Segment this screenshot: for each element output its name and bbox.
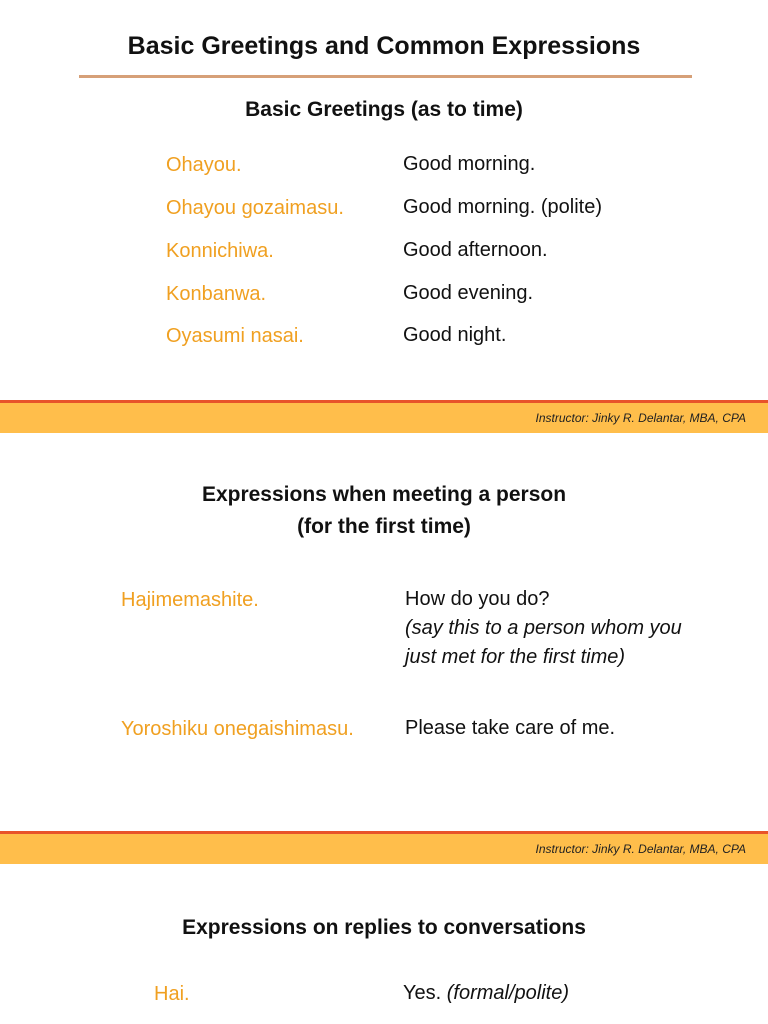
- japanese-phrase: Ohayou gozaimasu.: [166, 197, 344, 219]
- instructor-credit: Instructor: Jinky R. Delantar, MBA, CPA: [535, 842, 746, 856]
- slide2-footer-band: [0, 834, 768, 864]
- english-meaning: Yes.: [403, 982, 442, 1004]
- english-meaning: Good morning. (polite): [403, 196, 602, 218]
- slide1-title: Basic Greetings and Common Expressions: [127, 32, 641, 60]
- title-divider: [79, 75, 692, 78]
- usage-note: (say this to a person whom you just met for the first time): [405, 617, 682, 668]
- english-meaning-block: [405, 585, 695, 672]
- slide2-heading-line2: (for the first time): [297, 515, 471, 538]
- english-meaning: Please take care of me.: [405, 717, 616, 739]
- instructor-credit: Instructor: Jinky R. Delantar, MBA, CPA: [535, 411, 746, 425]
- japanese-phrase: Ohayou.: [166, 154, 242, 176]
- japanese-phrase: Oyasumi nasai.: [166, 325, 304, 347]
- slide2-heading-line1: Expressions when meeting a person: [201, 483, 567, 506]
- japanese-phrase: Hai.: [154, 983, 190, 1005]
- slide2-heading: [0, 479, 768, 543]
- slide3-heading: Expressions on replies to conversations: [182, 916, 586, 939]
- slide1-footer-band: [0, 403, 768, 433]
- english-meaning-block: [403, 979, 569, 1008]
- slide1-heading: Basic Greetings (as to time): [245, 98, 523, 121]
- japanese-phrase: Hajimemashite.: [121, 589, 259, 611]
- japanese-phrase: Konnichiwa.: [166, 240, 274, 262]
- english-meaning: Good evening.: [403, 282, 534, 304]
- usage-note: (formal/polite): [446, 982, 570, 1004]
- japanese-phrase: Konbanwa.: [166, 283, 267, 305]
- english-meaning: Good night.: [403, 324, 507, 346]
- japanese-phrase: Yoroshiku onegaishimasu.: [121, 718, 354, 740]
- english-meaning: Good morning.: [403, 153, 536, 175]
- english-meaning: Good afternoon.: [403, 239, 548, 261]
- english-meaning: How do you do?: [405, 588, 550, 610]
